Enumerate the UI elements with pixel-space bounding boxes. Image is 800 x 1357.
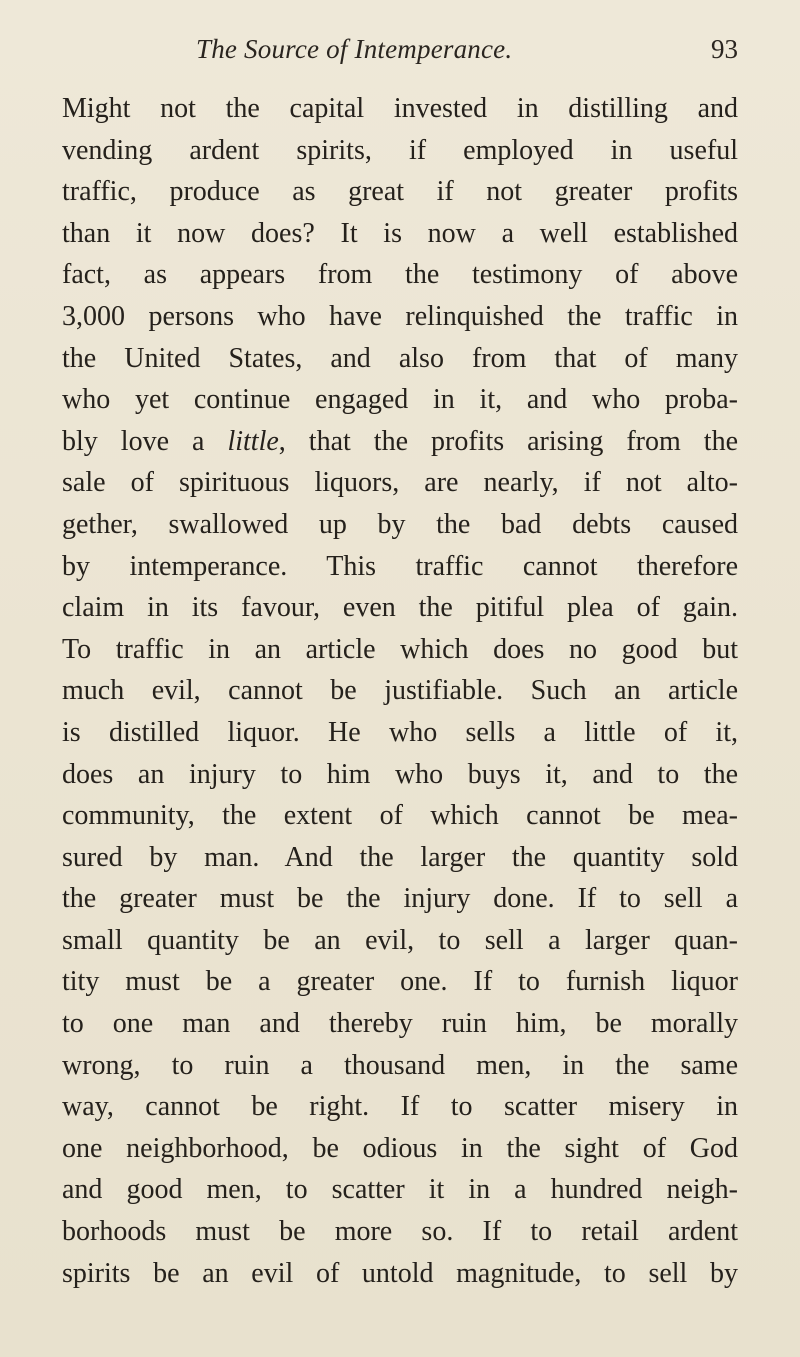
text-line: much evil, cannot be justifiable. Such an article: [62, 675, 738, 707]
text-line: way, cannot be right. If to scatter misery in: [62, 1091, 738, 1123]
text-line: is distilled liquor. He who sells a little of it,: [62, 716, 738, 748]
text-line: small quantity be an evil, to sell a larger quan-: [62, 924, 738, 956]
text-line: by intemperance. This traffic cannot therefore: [62, 550, 738, 582]
running-head: [196, 34, 738, 74]
text-line: claim in its favour, even the pitiful plea of gain.: [62, 592, 738, 624]
text-line: [62, 421, 738, 463]
italic-emphasis: little: [227, 425, 279, 457]
text-line: and good men, to scatter it in a hundred neigh-: [62, 1174, 738, 1206]
text-line: traffic, produce as great if not greater profits: [62, 176, 738, 208]
text-line: community, the extent of which cannot be mea-: [62, 800, 738, 832]
text-line: does an injury to him who buys it, and to the: [62, 758, 738, 790]
text-line: who yet continue engaged in it, and who proba-: [62, 384, 738, 416]
text-line: sured by man. And the larger the quantity sold: [62, 841, 738, 873]
text-line: than it now does? It is now a well established: [62, 217, 738, 249]
text-line: one neighborhood, be odious in the sight of God: [62, 1132, 738, 1164]
text-line: vending ardent spirits, if employed in useful: [62, 134, 738, 166]
text-line: tity must be a greater one. If to furnish liquor: [62, 966, 738, 998]
page-number: 93: [711, 34, 738, 64]
text-line: 3,000 persons who have relinquished the traffic in: [62, 300, 738, 332]
text-segment: , that the profits arising from the: [278, 425, 738, 457]
text-line: wrong, to ruin a thousand men, in the same: [62, 1049, 738, 1081]
text-line: To traffic in an article which does no good but: [62, 633, 738, 665]
running-title: The Source of Intemperance.: [196, 34, 513, 64]
text-line: borhoods must be more so. If to retail ardent: [62, 1216, 738, 1248]
text-line: to one man and thereby ruin him, be morally: [62, 1008, 738, 1040]
text-line: Might not the capital invested in distilling and: [62, 93, 738, 124]
text-line: the United States, and also from that of many: [62, 342, 738, 374]
text-segment: bly love a: [62, 425, 228, 457]
text-line: the greater must be the injury done. If to sell a: [62, 883, 738, 915]
text-line: sale of spirituous liquors, are nearly, if not alto-: [62, 467, 738, 499]
text-line: gether, swallowed up by the bad debts caused: [62, 508, 738, 540]
body-text: [62, 88, 738, 1294]
text-line: spirits be an evil of untold magnitude, to sell by: [62, 1257, 738, 1289]
text-line: fact, as appears from the testimony of above: [62, 259, 738, 291]
